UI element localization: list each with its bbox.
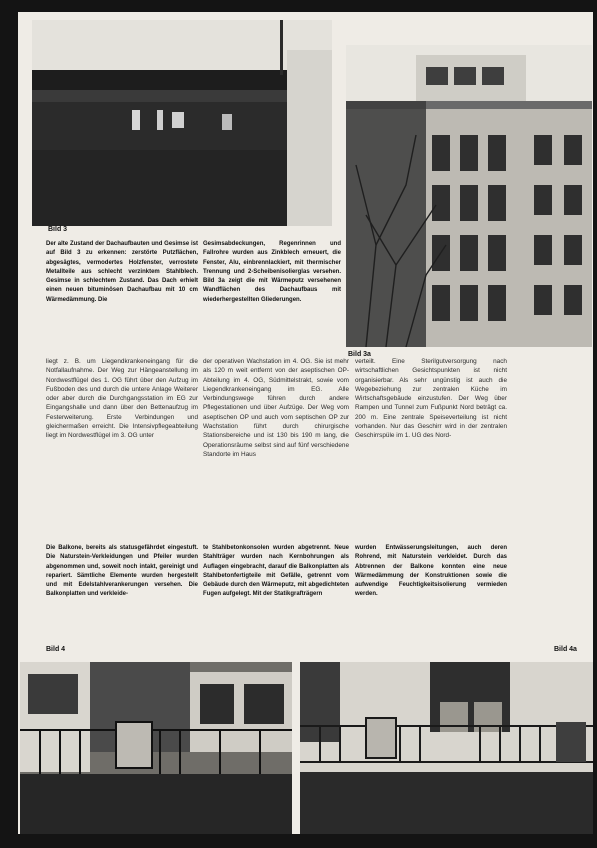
photo-balcony-left — [20, 662, 292, 834]
body-text-col2: der operativen Wachstation im 4. OG. Sie ist mehr als 120 m weit entfernt von der aseptischen OP-Abteilung im 4. OG, Südmittelstrakt, sowie vom Liegendkrankeneingang im EG. Alle Verbindungswege führen durch andere Pflegestationen und über Aufzüge. Der Weg vom aseptischen OP und auch vom septischen OP zur Wachstation führt durch chirurgische Stationsbereiche und ist 130 bis 190 m lang, die Operationsräume selbst sind auf fünf verschiedene Standorte im Haus — [203, 358, 349, 458]
photo-building-facade — [346, 45, 592, 347]
figure-label-bild3a: Bild 3a — [348, 351, 371, 358]
photo-roof-old-state — [32, 20, 332, 226]
body-text-col1: liegt z. B. um Liegendkrankeneingang für die Notfallaufnahme. Der Weg zur Hängeanstellung im Nordwestflügel des 1. OG führt über den Aufzug im Fußboden des und durch die untere Anlage Weiterer oder aber durch die Durchgangsstation im EG zur Eingangshalle und dann über den Bettenaufzug im Festerweiterung. Erste Verbindungen und gleichermaßen erreicht. Die Intensivpflegeabteilung liegt im Nordwestflügel im 3. OG unter — [46, 358, 198, 440]
caption-bild3-col1: Der alte Zustand der Dachaufbauten und Gesimse ist auf Bild 3 zu erkennen: zerstörte Putzflächen, abgesägtes, vermodertes Holzfenster, verrostete Metallteile aus schlecht verzinktem Stahlblech. Gesimse in schlechtem Zustand. Das Dach erhielt einen neuen bituminösen Dachaufbau mit 10 cm Wärmedämmung. Die — [46, 241, 198, 303]
caption-bild4-col1: Die Balkone, bereits als statusgefährdet eingestuft. Die Naturstein-Verkleidungen und Pfeiler wurden abgenommen und, soweit noch intakt, gereinigt und repariert. Sämtliche Elemente wurden hergestellt und mit Edelstahlverankerungen versehen. Die Balkonplatten und verkleide- — [46, 545, 198, 598]
caption-bild4-col3: wurden Entwässerungsleitungen, auch deren Rohrend, mit Naturstein verkleidet. Durch das Abtrennen der Balkone konnten eine neue Wärmedämmung der Konstruktionen sowie die aufwendige Feuchtigkeitsisolierung vermieden werden. — [355, 545, 507, 598]
figure-label-bild4: Bild 4 — [46, 646, 66, 653]
figure-label-bild4a: Bild 4a — [554, 646, 577, 653]
figure-label-bild3: Bild 3 — [48, 226, 68, 233]
photo-balcony-right — [300, 662, 593, 834]
caption-bild3-col2: Gesimsabdeckungen, Regenrinnen und Fallrohre wurden aus Zinkblech erneuert, die Fenster, Alu, einbrennlackiert, mit thermischer Trennung und 2-Scheibenisolierglas versehen. Bild 3a zeigt die mit Wärmeputz versehenen Wandflächen des Dachaufbaus mit wiederhergestellten Gliederungen. — [203, 241, 341, 303]
caption-bild4-col2: te Stahlbetonkonsolen wurden abgetrennt. Neue Stahlträger wurden nach Kernbohrungen als Auflagen eingebracht, darauf die Balkonplatten als Stahlbetonfertigteile mit Gefälle, getrennt vom Gebäude durch den Wärmeputz, mit abgedichteten Fugen aufgelegt. Mit der Statikgrafträgern — [203, 545, 349, 598]
magazine-page — [18, 12, 593, 834]
body-text-col3: verteilt. Eine Sterilgutversorgung nach wirtschaftlichen Gesichtspunkten ist nicht organisierbar. Als sehr ungünstig ist auch die Wegebeziehung zur zentralen Küche im Wirtschaftsgebäude einzustufen. Der Weg über Rampen und Tunnel zum Fußpunkt Nord beträgt ca. 200 m. Eine zentrale Speiseverteilung ist nicht vorhanden. Nur das Geschirr wird in der zentralen Geschirrspüle im 1. UG des Nord- — [355, 358, 507, 440]
